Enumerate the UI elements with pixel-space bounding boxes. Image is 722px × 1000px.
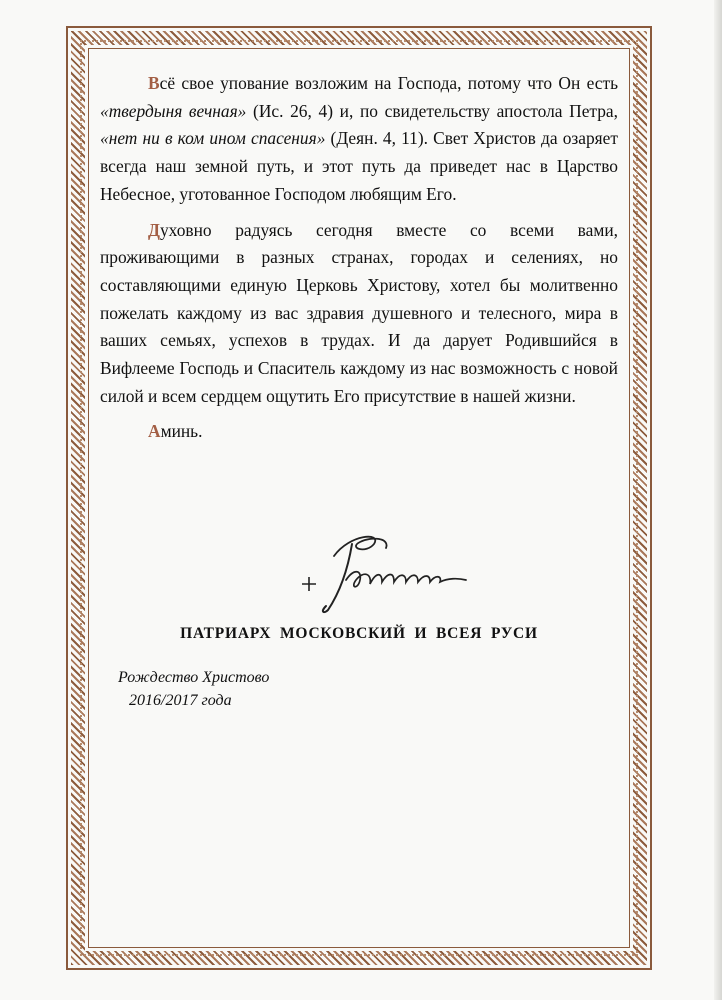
paragraph-text: сё свое упование возложим на Господа, потому что Он есть xyxy=(159,73,618,93)
paragraph-text: минь. xyxy=(160,421,203,442)
paragraph-3 xyxy=(100,418,618,446)
handwritten-signature xyxy=(290,528,480,618)
paragraph-text: (Ис. 26, 4) и, по свидетельству апостола Петра, xyxy=(246,100,619,121)
signer-title: ПАТРИАРХ МОСКОВСКИЙ И ВСЕЯ РУСИ xyxy=(180,625,538,642)
paragraph-1 xyxy=(100,70,618,209)
date-block xyxy=(118,666,269,712)
scan-edge xyxy=(714,0,722,1000)
date-year: 2016/2017 года xyxy=(129,692,232,709)
paragraph-2 xyxy=(100,217,618,411)
paragraph-text: (Деян. 4, 11). Свет Христов да озаряет всегда наш земной путь, и этот путь да приведет нас в Царство Небесное, уготованное Господом любящим Его. xyxy=(100,128,619,204)
drop-cap: В xyxy=(148,73,160,93)
paragraph-text: уховно радуясь сегодня вместе со всеми вами, проживающими в разных странах, городах и селениях, но составляющими единую Церковь Христову, хотел бы молитвенно пожелать каждому из вас здравия душевного и телесного, мира в ваших семьях, успехов в трудах. И да дарует Родившийся в Вифлееме Господь и Спаситель каждому из нас возможность с новой силой и всем сердцем ощутить Его присутствие в нашей жизни. xyxy=(100,219,618,406)
scripture-quote: «твердыня вечная» xyxy=(100,100,247,121)
scripture-quote: «нет ни в ком ином спасения» xyxy=(100,128,326,149)
date-occasion: Рождество Христово xyxy=(118,669,270,686)
letter-body xyxy=(100,70,618,454)
drop-cap: А xyxy=(148,421,161,442)
drop-cap: Д xyxy=(148,219,160,240)
